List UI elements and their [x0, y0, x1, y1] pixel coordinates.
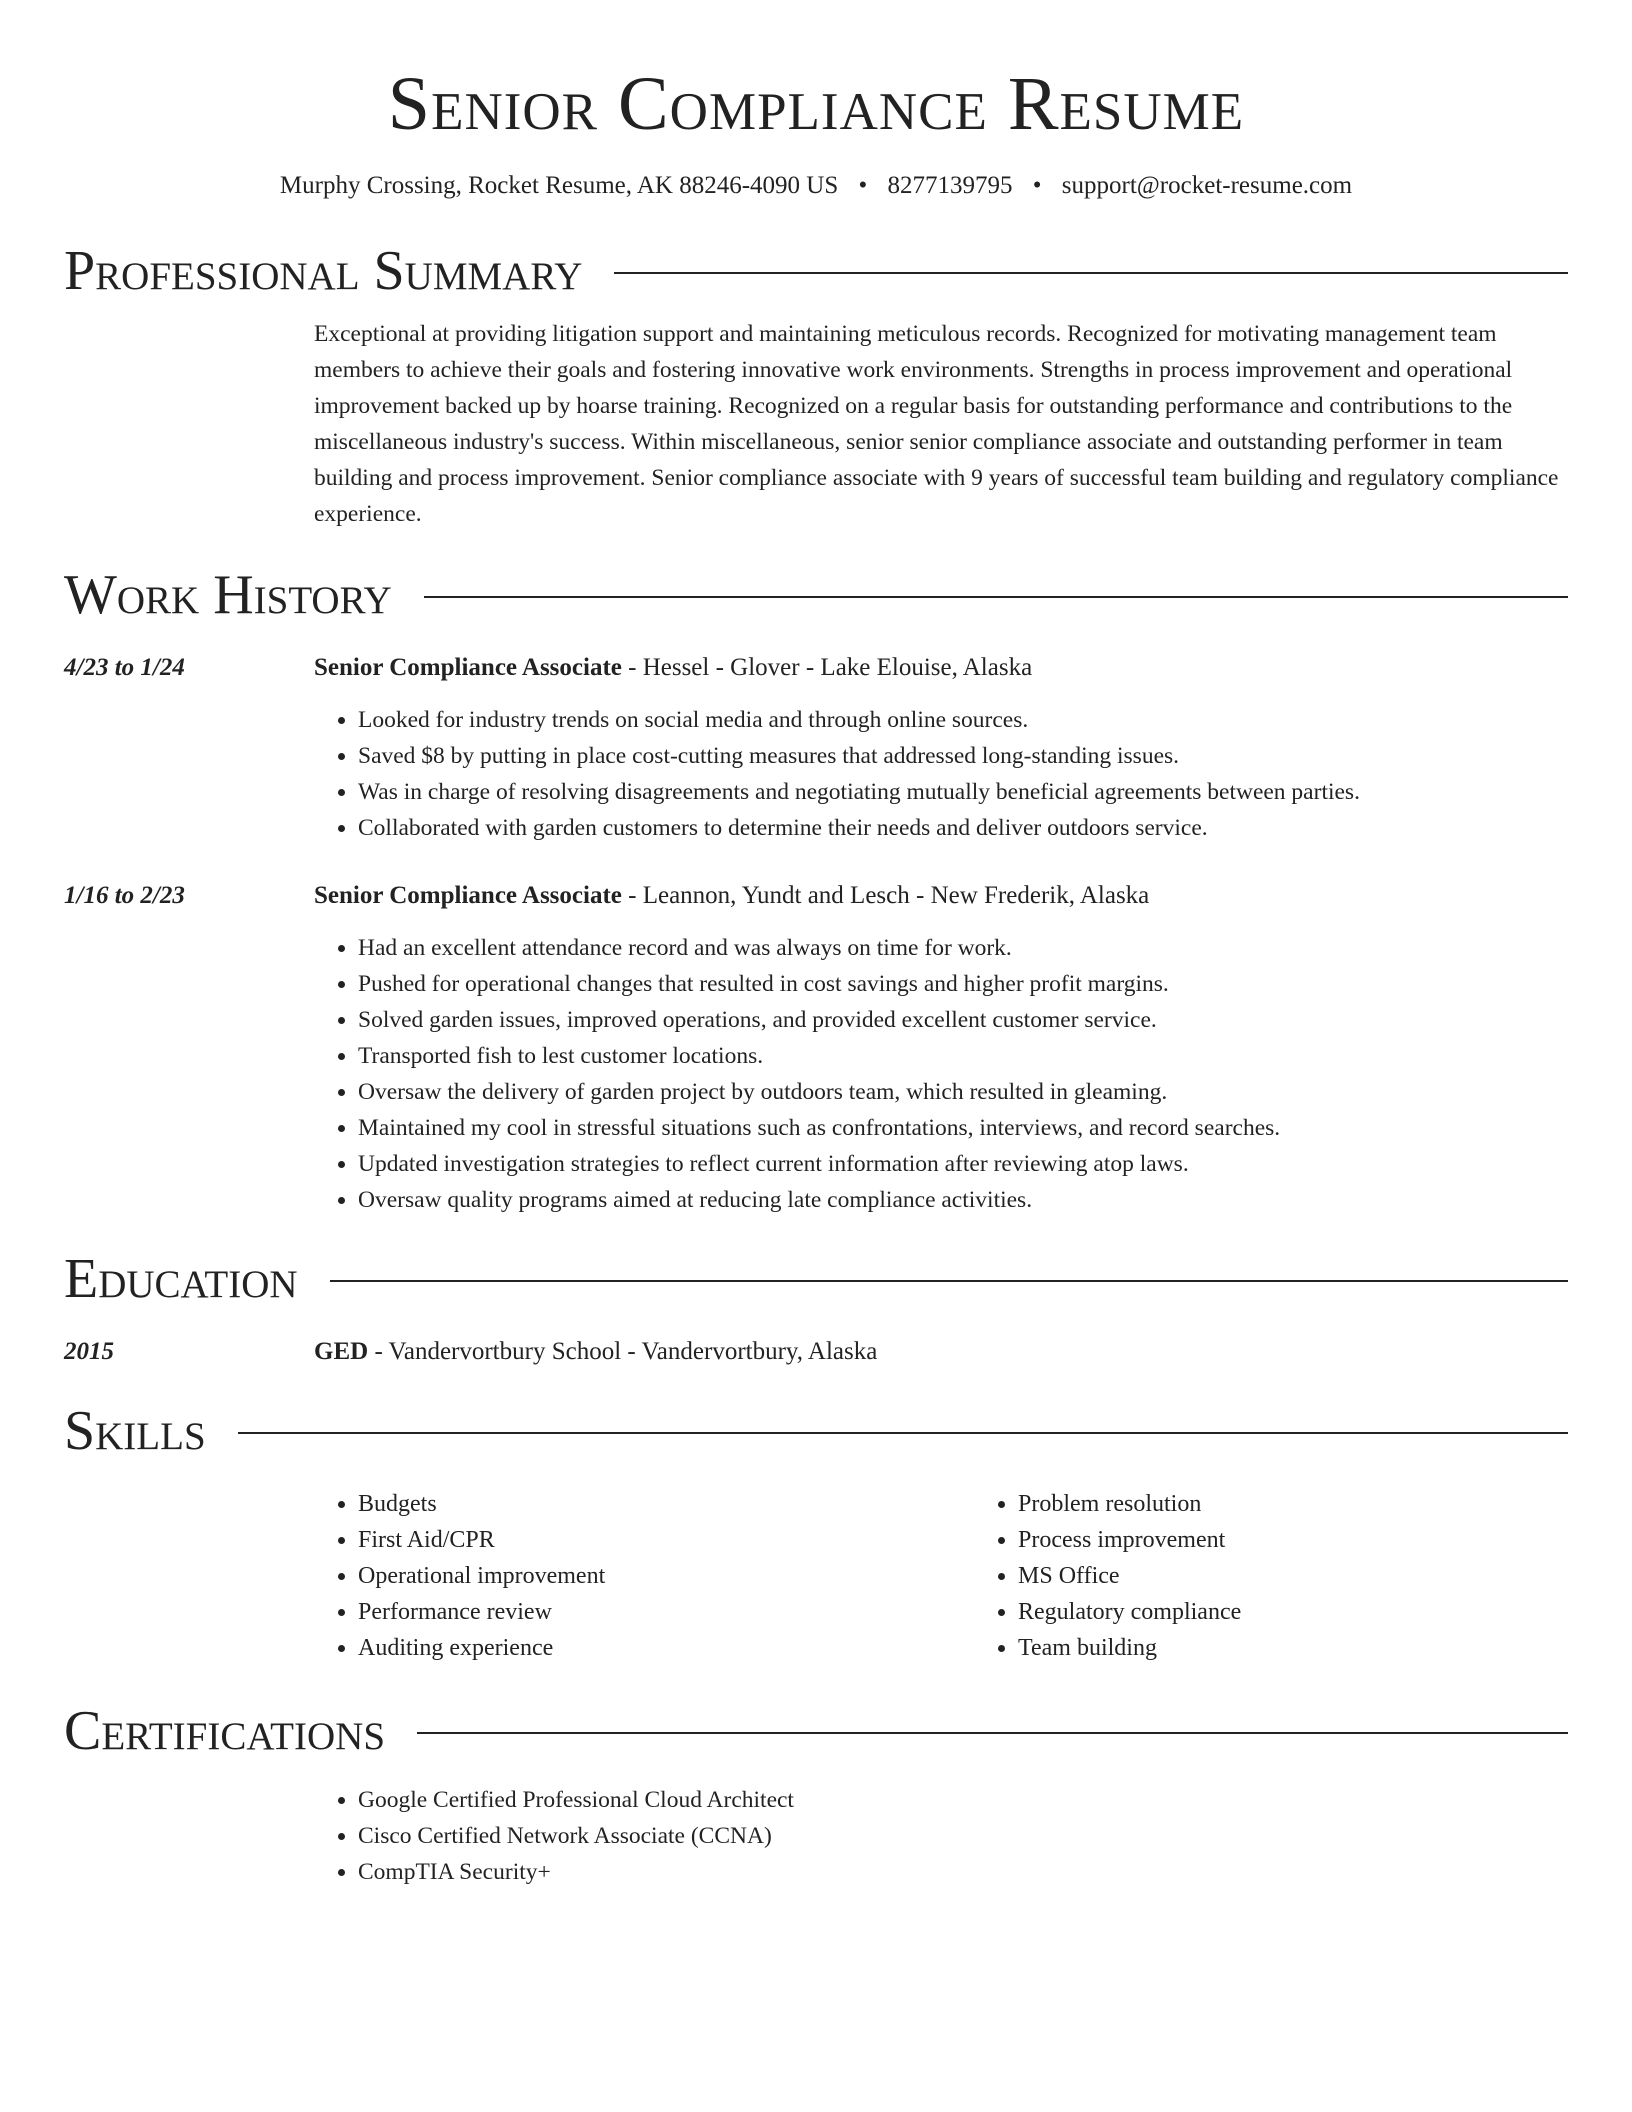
list-item: • Updated investigation strategies to reflect current information after reviewing atop laws. — [358, 1146, 1568, 1182]
skill-item: • Auditing experience — [358, 1630, 974, 1666]
skills-title: Skills — [64, 1400, 206, 1462]
education-title: Education — [64, 1248, 298, 1310]
skill-item: • Process improvement — [1018, 1522, 1632, 1558]
certifications-list — [314, 1782, 1568, 1890]
job-title: Senior Compliance Associate — [314, 882, 622, 909]
education-section — [64, 1244, 1568, 1370]
job-employer: - Hessel - Glover - Lake Elouise, Alaska — [621, 654, 1033, 681]
work-heading — [64, 560, 1568, 630]
section-divider — [614, 272, 1568, 274]
job-dates: 1/16 to 2/23 — [64, 882, 185, 909]
contact-email: support@rocket-resume.com — [1061, 172, 1353, 199]
job-entry — [64, 878, 1568, 1218]
certifications-spacer — [64, 1766, 314, 1890]
job-employer: - Leannon, Yundt and Lesch - New Frederik, Alaska — [621, 882, 1150, 909]
list-item: • Was in charge of resolving disagreements and negotiating mutually beneficial agreements between parties. — [358, 774, 1568, 810]
skill-item: • First Aid/CPR — [358, 1522, 974, 1558]
certifications-section — [64, 1696, 1568, 1890]
skills-spacer — [64, 1466, 314, 1666]
certifications-heading — [64, 1696, 1568, 1766]
section-divider — [424, 596, 1568, 598]
job-bullets — [314, 930, 1568, 1218]
list-item: • Looked for industry trends on social media and through online sources. — [358, 702, 1568, 738]
skill-item: • Performance review — [358, 1594, 974, 1630]
job-dates: 4/23 to 1/24 — [64, 654, 185, 681]
section-divider — [238, 1432, 1568, 1434]
skill-item: • Problem resolution — [1018, 1486, 1632, 1522]
skills-grid — [314, 1486, 1632, 1666]
list-item: • Oversaw the delivery of garden project by outdoors team, which resulted in gleaming. — [358, 1074, 1568, 1110]
job-title: Senior Compliance Associate — [314, 654, 622, 681]
list-item: • Pushed for operational changes that resulted in cost savings and higher profit margins. — [358, 966, 1568, 1002]
list-item: • Maintained my cool in stressful situations such as confrontations, interviews, and record searches. — [358, 1110, 1568, 1146]
job-bullets — [314, 702, 1568, 846]
skill-item: • Regulatory compliance — [1018, 1594, 1632, 1630]
list-item: • Oversaw quality programs aimed at reducing late compliance activities. — [358, 1182, 1568, 1218]
education-degree: GED — [314, 1338, 369, 1365]
skills-column-left — [314, 1486, 974, 1666]
section-divider — [330, 1280, 1568, 1282]
skills-heading — [64, 1396, 1568, 1466]
resume-name: Senior Compliance Resume — [387, 62, 1245, 146]
skill-item: • Team building — [1018, 1630, 1632, 1666]
summary-spacer — [64, 306, 314, 532]
contact-line — [64, 170, 1568, 202]
work-section — [64, 560, 1568, 1218]
summary-title: Professional Summary — [64, 240, 583, 302]
certifications-title: Certifications — [64, 1700, 386, 1762]
work-title: Work History — [64, 564, 392, 626]
list-item: • Transported fish to lest customer locations. — [358, 1038, 1568, 1074]
summary-text: Exceptional at providing litigation support and maintaining meticulous records. Recognized for motivating management team members to achieve their goals and fostering innovative work environments. Strengths in process improvement and operational improvement backed up by hoarse training. Recognized on a regular basis for outstanding performance and contributions to the miscellaneous industry's success. Within miscellaneous, senior senior compliance associate and outstanding performer in team building and process improvement. Senior compliance associate with 9 years of successful team building and regulatory compliance experience. — [314, 321, 1559, 527]
summary-section — [64, 236, 1568, 532]
skill-item: • Budgets — [358, 1486, 974, 1522]
education-school: - Vandervortbury School - Vandervortbury, Alaska — [368, 1338, 878, 1365]
resume-header — [64, 0, 1568, 202]
section-divider — [417, 1732, 1568, 1734]
list-item: • Solved garden issues, improved operations, and provided excellent customer service. — [358, 1002, 1568, 1038]
education-heading — [64, 1244, 1568, 1314]
contact-separator: • — [858, 172, 868, 199]
contact-phone: 8277139795 — [887, 172, 1013, 199]
skill-item: • MS Office — [1018, 1558, 1632, 1594]
list-item: • Had an excellent attendance record and was always on time for work. — [358, 930, 1568, 966]
education-year: 2015 — [64, 1338, 114, 1365]
list-item: • Collaborated with garden customers to determine their needs and deliver outdoors service. — [358, 810, 1568, 846]
skill-item: • Operational improvement — [358, 1558, 974, 1594]
certification-item: • Cisco Certified Network Associate (CCNA) — [358, 1818, 1568, 1854]
certification-item: • CompTIA Security+ — [358, 1854, 1568, 1890]
skills-column-right — [974, 1486, 1632, 1666]
certification-item: • Google Certified Professional Cloud Architect — [358, 1782, 1568, 1818]
education-line — [314, 1334, 1568, 1370]
job-title-line — [314, 878, 1568, 914]
summary-heading — [64, 236, 1568, 306]
skills-section — [64, 1396, 1568, 1666]
contact-address: Murphy Crossing, Rocket Resume, AK 88246-4090 US — [279, 172, 839, 199]
job-title-line — [314, 650, 1568, 686]
job-entry — [64, 650, 1568, 846]
list-item: • Saved $8 by putting in place cost-cutting measures that addressed long-standing issues. — [358, 738, 1568, 774]
contact-separator: • — [1032, 172, 1042, 199]
